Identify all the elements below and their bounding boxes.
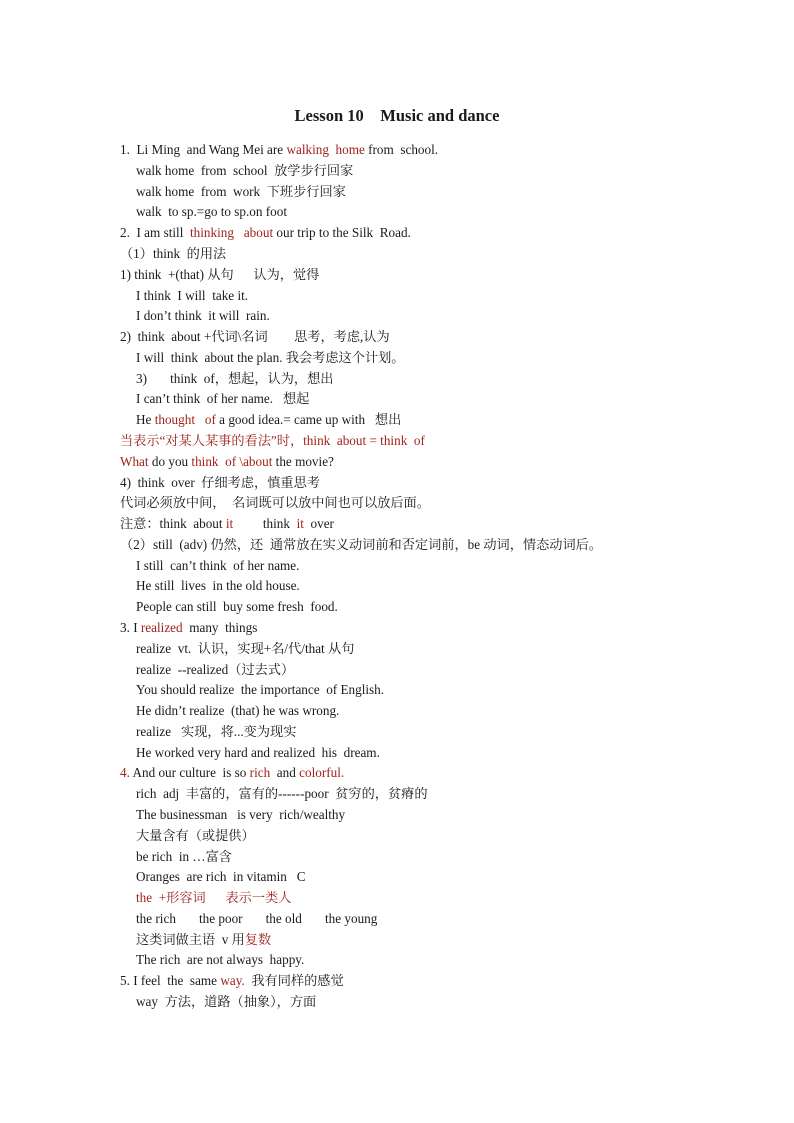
note-text: over xyxy=(303,516,334,531)
note-text: and xyxy=(270,765,300,781)
note-line xyxy=(120,536,602,554)
note-line xyxy=(136,806,345,824)
note-line xyxy=(136,390,309,408)
note-text: 大量含有（或提供） xyxy=(136,827,255,843)
page-title: Lesson 10 Music and dance xyxy=(294,106,500,125)
note-text: do you xyxy=(148,453,192,469)
note-line xyxy=(120,432,425,450)
note-text: rich adj 丰富的，富有的------poor 贫穷的，贫瘠的 xyxy=(136,786,428,802)
note-text: 4) think over 仔细考虑，慎重思考 xyxy=(120,474,320,490)
highlighted-text: 4. xyxy=(120,765,130,781)
note-text: He worked very hard and realized his dream. xyxy=(136,744,380,760)
highlighted-text: colorful. xyxy=(299,765,345,781)
note-text: 3) think of，想起，认为，想出 xyxy=(136,370,334,386)
note-line xyxy=(136,827,255,845)
highlighted-text: What xyxy=(120,453,149,469)
note-line xyxy=(136,183,346,201)
highlighted-text: thought of xyxy=(154,412,216,428)
note-line xyxy=(136,951,304,969)
highlighted-text: rich xyxy=(249,765,271,781)
note-line xyxy=(136,307,270,325)
highlighted-text: it xyxy=(225,516,234,531)
note-text: our trip to the Silk Road. xyxy=(273,225,411,241)
note-line xyxy=(120,245,226,263)
note-text: I will think about the plan. 我会考虑这个计划。 xyxy=(136,349,405,365)
note-text: from school. xyxy=(364,142,439,157)
note-text: the movie? xyxy=(272,453,334,469)
note-line xyxy=(136,203,287,221)
note-text: 这类词做主语 v 用 xyxy=(136,931,245,947)
note-text: He still lives in the old house. xyxy=(136,578,300,594)
note-line xyxy=(136,702,339,720)
note-text: 5. I feel the same xyxy=(120,973,221,989)
note-text: 注意：think about xyxy=(120,516,226,531)
note-text: 3. I xyxy=(120,619,141,635)
note-line xyxy=(120,141,438,159)
note-line xyxy=(120,515,334,533)
note-line xyxy=(136,993,316,1011)
note-line xyxy=(136,681,384,699)
highlighted-text: walking home xyxy=(286,142,365,157)
note-line xyxy=(136,889,291,907)
note-text: You should realize the importance of English. xyxy=(136,682,385,698)
note-line xyxy=(136,162,353,180)
note-text: way 方法，道路（抽象），方面 xyxy=(136,994,317,1009)
note-line xyxy=(136,931,271,949)
note-text: I think I will take it. xyxy=(136,287,249,303)
note-text: realize --realized（过去式） xyxy=(136,661,295,677)
note-line xyxy=(120,972,344,990)
note-line xyxy=(136,744,380,762)
note-line xyxy=(120,619,257,637)
note-text: The rich are not always happy. xyxy=(136,952,305,968)
note-line xyxy=(136,723,296,741)
note-text: 我有同样的感觉 xyxy=(244,973,344,989)
note-line xyxy=(136,411,401,429)
note-text: 2) think about +代词\名词 思考，考虑,认为 xyxy=(120,329,390,344)
note-text: 代词必须放中间， 名词既可以放中间也可以放后面。 xyxy=(120,495,430,511)
note-text: 1) think +(that) 从句 认为，觉得 xyxy=(120,266,320,282)
note-text: I don’t think it will rain. xyxy=(136,308,270,324)
highlighted-text: it xyxy=(296,516,304,531)
note-text: （1）think 的用法 xyxy=(120,245,227,261)
note-line xyxy=(136,370,333,388)
note-text: think xyxy=(233,516,297,531)
highlighted-text: way. xyxy=(220,973,245,989)
note-line xyxy=(136,640,354,658)
note-text: realize 实现，将...变为现实 xyxy=(136,723,297,739)
note-line xyxy=(136,661,294,679)
highlighted-text: 当表示“对某人某事的看法”时，think about = think of xyxy=(120,432,425,448)
note-line xyxy=(120,224,411,242)
highlighted-text: 复数 xyxy=(244,931,272,947)
highlighted-text: the +形容词 表示一类人 xyxy=(136,890,292,906)
note-text: Oranges are rich in vitamin C xyxy=(136,869,306,885)
note-text: People can still buy some fresh food. xyxy=(136,599,338,615)
note-line xyxy=(136,785,428,803)
note-text: be rich in …富含 xyxy=(136,848,232,864)
note-line xyxy=(120,764,344,782)
note-text: He didn’t realize (that) he was wrong. xyxy=(136,703,340,719)
note-line xyxy=(120,266,319,284)
highlighted-text: thinking about xyxy=(189,225,274,241)
note-line xyxy=(136,557,299,575)
note-text: I can’t think of her name. 想起 xyxy=(136,391,310,407)
note-line xyxy=(120,494,430,512)
highlighted-text: think of \about xyxy=(191,453,273,469)
note-text: walk home from school 放学步行回家 xyxy=(136,162,354,178)
note-line xyxy=(136,598,338,616)
note-line xyxy=(136,287,248,305)
note-text: 2. I am still xyxy=(120,225,190,241)
note-line xyxy=(136,910,377,928)
note-line xyxy=(136,577,300,595)
note-line xyxy=(120,453,334,471)
note-text: 1. Li Ming and Wang Mei are xyxy=(120,142,287,157)
highlighted-text: realized xyxy=(140,619,183,635)
note-line xyxy=(136,349,405,367)
note-line xyxy=(120,474,320,492)
note-text: many things xyxy=(182,619,258,635)
note-text: He xyxy=(136,412,155,428)
note-line xyxy=(136,848,232,866)
note-text: walk home from work 下班步行回家 xyxy=(136,183,346,199)
note-text: （2）still (adv) 仍然，还 通常放在实义动词前和否定词前，be 动词，情态动词后。 xyxy=(120,536,603,552)
note-line xyxy=(120,328,390,346)
note-text: walk to sp.=go to sp.on foot xyxy=(136,204,288,220)
note-text: the rich the poor the old the young xyxy=(136,910,378,926)
note-text: The businessman is very rich/wealthy xyxy=(136,807,346,822)
note-text: realize vt. 认识，实现+名/代/that 从句 xyxy=(136,640,355,656)
note-line xyxy=(136,868,306,886)
note-text: a good idea.= came up with 想出 xyxy=(215,412,402,428)
note-text: I still can’t think of her name. xyxy=(136,557,300,573)
note-text: And our culture is so xyxy=(129,765,250,781)
